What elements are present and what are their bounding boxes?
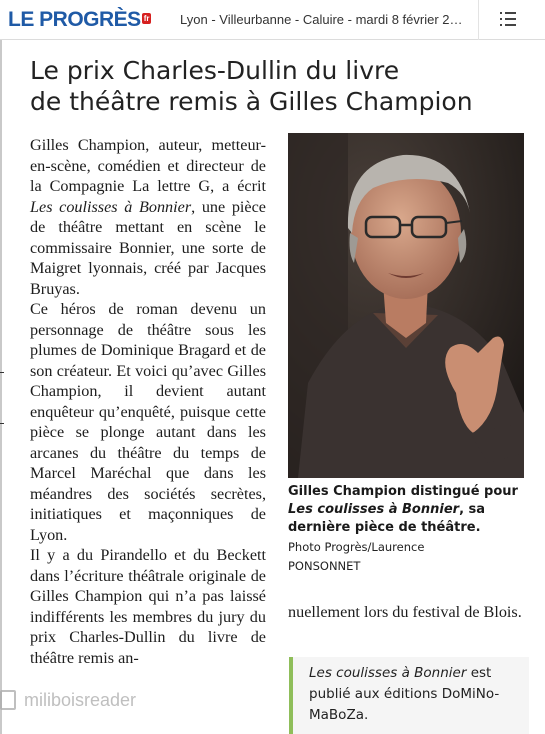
edge-mark [0,423,4,424]
paragraph-2: Ce héros de roman devenu un personnage de théâtre sous les plumes de Dominique Bragard et de son créateur. Et voici qu’avec Gilles Champion, il devient autant enquêteur qu’enquêté, puisque cette pièce se plonge autant dans les arcanes du théâtre du temps de Marcel Maréchal que dans les méandres des sociétés secrètes, initiatiques et maçonniques de Lyon. [30,300,266,544]
paragraph-1 [30,135,266,299]
logo-text: LE PROGRÈS [8,8,141,31]
portrait-photo [288,133,524,478]
p1-text-b: , une pièce de théâtre mettant en scène le commissaire Bonnier, une sorte de Maigret lyonnais, créé par Jacques Bruyas. [30,197,266,298]
article-body-continued: nuellement lors du festival de Blois. [288,603,522,621]
p1-play-title: Les coulisses à Bonnier [30,197,192,216]
caption-play-title: Les coulisses à Bonnier [288,502,460,517]
edge-mark [0,372,4,373]
watermark-text: miliboisreader [24,689,137,710]
headline-line-2: de théâtre remis à Gilles Champion [30,87,473,116]
article-body-left-column [30,135,266,668]
watermark [0,688,136,712]
photo-credit [288,538,528,576]
menu-dot [500,24,502,26]
menu-bar [505,12,516,14]
note-text: est publié aux éditions DoMiNo-MaBoZa. [309,665,500,723]
article-photo [288,133,524,478]
photo-caption [288,483,528,576]
edition-date-label: Lyon - Villeurbanne - Caluire - mardi 8 février 2… [180,12,463,27]
divider [478,0,479,40]
article-headline [30,55,530,117]
note-play-title: Les coulisses à Bonnier [309,665,467,681]
menu-bar [505,24,516,26]
photo-credit-line-2: PONSONNET [288,559,361,573]
page-edge-rule [0,40,2,734]
top-bar [0,0,545,40]
menu-bar [505,18,516,20]
list-menu-icon[interactable] [500,12,516,26]
paragraph-3: Il y a du Pirandello et du Beckett dans l’écriture théâtrale originale de Gilles Champion qui n’a pas laissé indifférents les membres du jury du prix Charles-Dullin du livre de théâtre remis an- [30,546,266,667]
menu-dot [500,12,502,14]
caption-text-b: , sa dernière pièce de théâtre. [288,502,486,535]
logo[interactable] [8,8,151,32]
p1-text-a: Gilles Champion, auteur, metteur-en-scène, comédien et directeur de la Compagnie La lettre G, a écrit [30,136,266,195]
caption-text [288,483,528,537]
watermark-icon [0,690,16,710]
headline-line-1: Le prix Charles-Dullin du livre [30,56,400,85]
photo-credit-line-1: Photo Progrès/Laurence [288,540,425,554]
publication-note-box [289,657,529,734]
logo-badge: fr [143,14,150,23]
caption-text-a: Gilles Champion distingué pour [288,484,518,499]
menu-dot [500,18,502,20]
